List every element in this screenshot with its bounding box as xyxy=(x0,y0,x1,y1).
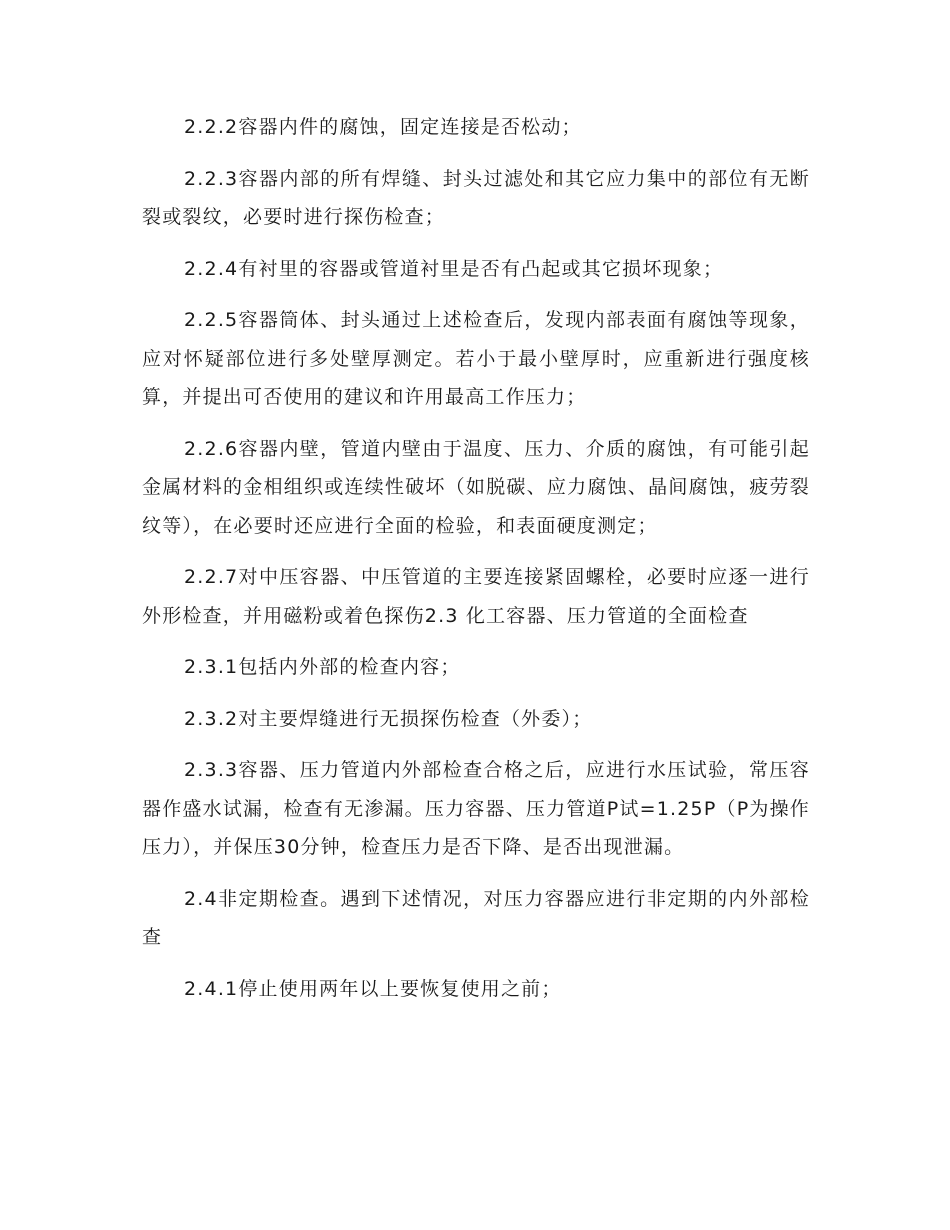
document-body xyxy=(142,108,810,1008)
paragraph-2-4-1: 2.4.1停止使用两年以上要恢复使用之前； xyxy=(184,977,562,1000)
paragraph-2-2-7: 2.2.7对中压容器、中压管道的主要连接紧固螺栓，必要时应逐一进行外形检查，并用磁粉或着色探伤2.3 化工容器、压力管道的全面检查 xyxy=(142,566,810,627)
paragraph-2-4: 2.4非定期检查。遇到下述情况，对压力容器应进行非定期的内外部检查 xyxy=(142,887,810,948)
paragraph-2-3-3: 2.3.3容器、压力管道内外部检查合格之后，应进行水压试验，常压容器作盛水试漏，检查有无渗漏。压力容器、压力管道P试=1.25P（P为操作压力），并保压30分钟，检查压力是否下降、是否出现泄漏。 xyxy=(142,759,810,858)
paragraph-2-2-6: 2.2.6容器内壁，管道内壁由于温度、压力、介质的腐蚀，有可能引起金属材料的金相组织或连续性破坏（如脱碳、应力腐蚀、晶间腐蚀，疲劳裂纹等），在必要时还应进行全面的检验，和表面硬度测定； xyxy=(142,437,810,537)
paragraph-2-2-4: 2.2.4有衬里的容器或管道衬里是否有凸起或其它损坏现象； xyxy=(184,257,724,280)
paragraph-2-2-2: 2.2.2容器内件的腐蚀，固定连接是否松动； xyxy=(184,116,582,138)
paragraph-2-2-3: 2.2.3容器内部的所有焊缝、封头过滤处和其它应力集中的部位有无断裂或裂纹，必要时进行探伤检查； xyxy=(142,167,810,228)
paragraph-2-3-2: 2.3.2对主要焊缝进行无损探伤检查（外委）； xyxy=(184,707,593,730)
paragraph-2-2-5: 2.2.5容器筒体、封头通过上述检查后，发现内部表面有腐蚀等现象，应对怀疑部位进行多处壁厚测定。若小于最小壁厚时，应重新进行强度核算，并提出可否使用的建议和许用最高工作压力； xyxy=(142,309,810,408)
paragraph-2-3-1: 2.3.1包括内外部的检查内容； xyxy=(184,656,461,678)
